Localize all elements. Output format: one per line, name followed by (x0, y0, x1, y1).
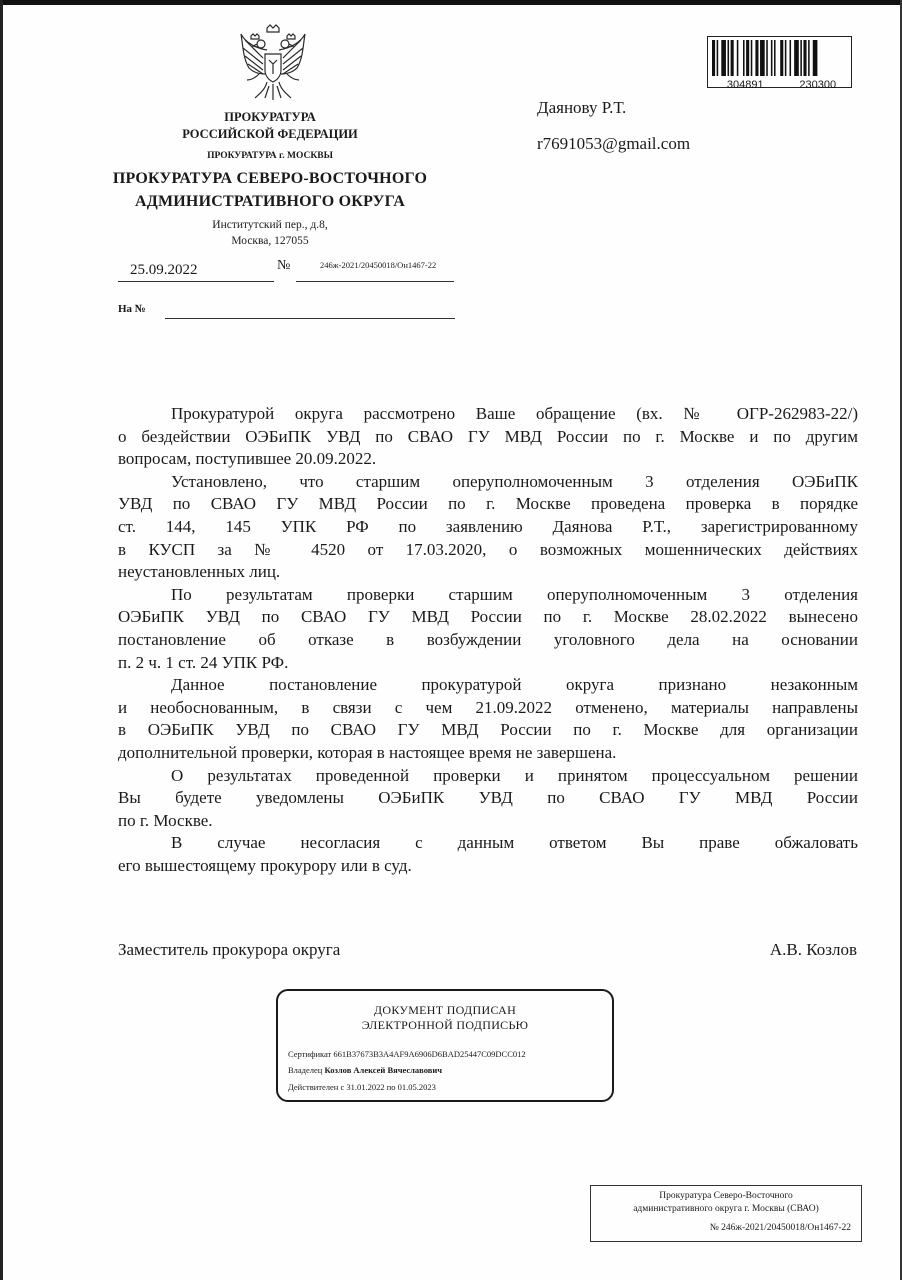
body-line: Установлено, что старшим оперуполномоченным 3 отделения ОЭБиПК (171, 471, 858, 491)
esign-title-line1: ДОКУМЕНТ ПОДПИСАН (373, 1003, 517, 1017)
esign-valid-to: 01.05.2023 (397, 1082, 436, 1092)
electronic-signature-box (276, 989, 614, 1102)
body-line: Данное постановление прокуратурой округа признано незаконным (171, 675, 858, 695)
esign-cert-label: Сертификат (288, 1049, 332, 1059)
paragraph-4 (118, 674, 858, 764)
number-label: № (277, 258, 291, 273)
barcode-bar (774, 40, 776, 76)
scan-left-edge (0, 0, 3, 1280)
coat-of-arms-icon (237, 24, 309, 102)
barcode-bar (771, 40, 773, 76)
barcode-bar (785, 40, 787, 76)
body-line: ОЭБиПК УВД по СВАО ГУ МВД России по г. Москве 28.02.2022 вынесено (118, 607, 858, 627)
barcode-bar (766, 40, 768, 76)
esign-title-line2: ЭЛЕКТРОННОЙ ПОДПИСЬЮ (361, 1018, 529, 1032)
stamp-line3: № 246ж-2021/20450018/Он1467-22 (709, 1223, 851, 1233)
letter-body (118, 403, 858, 877)
body-line: Прокуратурой округа рассмотрено Ваше обращение (вх. № ОГР-262983-22/) (171, 404, 858, 423)
body-line: В случае несогласия с данным ответом Вы праве обжаловать (171, 833, 858, 853)
registration-stamp (590, 1185, 862, 1242)
org-address-line1: Институтский пер., д.8, (212, 219, 328, 231)
barcode-number-right: 230300 (799, 79, 837, 91)
esign-certificate (288, 1049, 526, 1059)
body-line: в КУСП за № 4520 от 17.03.2020, о возможных мошеннических действиях (118, 539, 858, 559)
esign-owner-label: Владелец (288, 1065, 323, 1075)
body-line: По результатам проверки старшим оперуполномоченным 3 отделения (171, 584, 858, 604)
body-line: постановление об отказе в возбуждении уголовного дела на основании (118, 629, 858, 649)
paragraph-2 (118, 471, 858, 584)
recipient-email: r7691053@gmail.com (537, 134, 691, 153)
barcode-bar (813, 40, 818, 76)
reference-label: На № (118, 303, 146, 315)
barcode-bar (728, 40, 730, 76)
recipient-name: Даянову Р.Т. (537, 98, 627, 117)
barcode-bar (712, 40, 715, 76)
esign-owner-value: Козлов Алексей Вячеславович (324, 1065, 443, 1075)
esign-valid-label: Действителен с (288, 1082, 345, 1092)
body-line: в ОЭБиПК УВД по СВАО ГУ МВД России по г. Москве для организации (118, 720, 858, 740)
barcode-bar (800, 40, 802, 76)
esign-valid-to-label: по (386, 1082, 396, 1092)
org-address-line2: Москва, 127055 (231, 235, 309, 247)
paragraph-5 (118, 765, 858, 833)
body-line: п. 2 ч. 1 ст. 24 УПК РФ. (118, 652, 289, 672)
document-date: 25.09.2022 (118, 258, 274, 282)
barcode-number-left: 304891 (726, 79, 764, 91)
body-line: его вышестоящему прокурору или в суд. (118, 855, 412, 875)
barcode-bar (794, 40, 799, 76)
barcode-bar (737, 40, 739, 76)
body-line: по г. Москве. (118, 810, 213, 830)
stamp-line2: административного округа г. Москвы (СВАО) (633, 1204, 819, 1214)
body-line: УВД по СВАО ГУ МВД России по г. Москве проведена проверка в порядке (118, 494, 858, 514)
org-name-line4: ПРОКУРАТУРА СЕВЕРО-ВОСТОЧНОГО (112, 170, 428, 187)
signatory-name: А.В. Козлов (769, 940, 857, 959)
barcode-bar (760, 40, 765, 76)
org-name-line5: АДМИНИСТРАТИВНОГО ОКРУГА (135, 193, 405, 210)
body-line: Вы будете уведомлены ОЭБиПК УВД по СВАО ГУ МВД России (118, 788, 858, 808)
body-line: вопросам, поступившее 20.09.2022. (118, 449, 377, 469)
barcode-numbers (709, 79, 854, 91)
barcode-bar (803, 40, 806, 76)
org-name-line2: РОССИЙСКОЙ ФЕДЕРАЦИИ (182, 127, 358, 141)
barcode-bar (731, 40, 734, 76)
body-line: о бездействии ОЭБиПК УВД по СВАО ГУ МВД России по г. Москве и по другим (118, 426, 858, 446)
barcode-bar (743, 40, 745, 76)
esign-valid-from: 31.01.2022 (346, 1082, 385, 1092)
body-line: О результатах проведенной проверки и принятом процессуальном решении (171, 765, 858, 785)
body-line: неустановленных лиц. (118, 562, 281, 582)
paragraph-1 (118, 403, 858, 471)
org-name-line1: ПРОКУРАТУРА (224, 110, 316, 124)
barcode-bar (808, 40, 810, 76)
body-line: ст. 144, 145 УПК РФ по заявлению Даянова Р.Т., зарегистрированному (118, 516, 858, 536)
body-line: дополнительной проверки, которая в настоящее время не завершена. (118, 742, 617, 762)
barcode-bar (755, 40, 758, 76)
barcode-bar (721, 40, 726, 76)
document-number: 246ж-2021/20450018/Он1467-22 (296, 258, 454, 282)
esign-validity (288, 1082, 436, 1092)
paragraph-6 (118, 832, 858, 877)
barcode-bar (790, 40, 792, 76)
barcode-bar (746, 40, 749, 76)
barcode-bar (780, 40, 783, 76)
barcode-bar (717, 40, 719, 76)
paragraph-3 (118, 584, 858, 674)
org-name-line3: ПРОКУРАТУРА г. МОСКВЫ (207, 151, 333, 161)
signatory-position: Заместитель прокурора округа (118, 940, 341, 959)
body-line: и необоснованным, в связи с чем 21.09.2022 отменено, материалы направлены (118, 697, 858, 717)
esign-cert-value: 661B37673B3A4AF9A6906D6BAD25447C09DCC012 (333, 1049, 526, 1059)
stamp-line1: Прокуратура Северо-Восточного (659, 1191, 793, 1201)
esign-owner (288, 1065, 442, 1075)
reference-line (165, 318, 455, 319)
scan-top-edge (0, 0, 902, 5)
barcode-bar (751, 40, 753, 76)
